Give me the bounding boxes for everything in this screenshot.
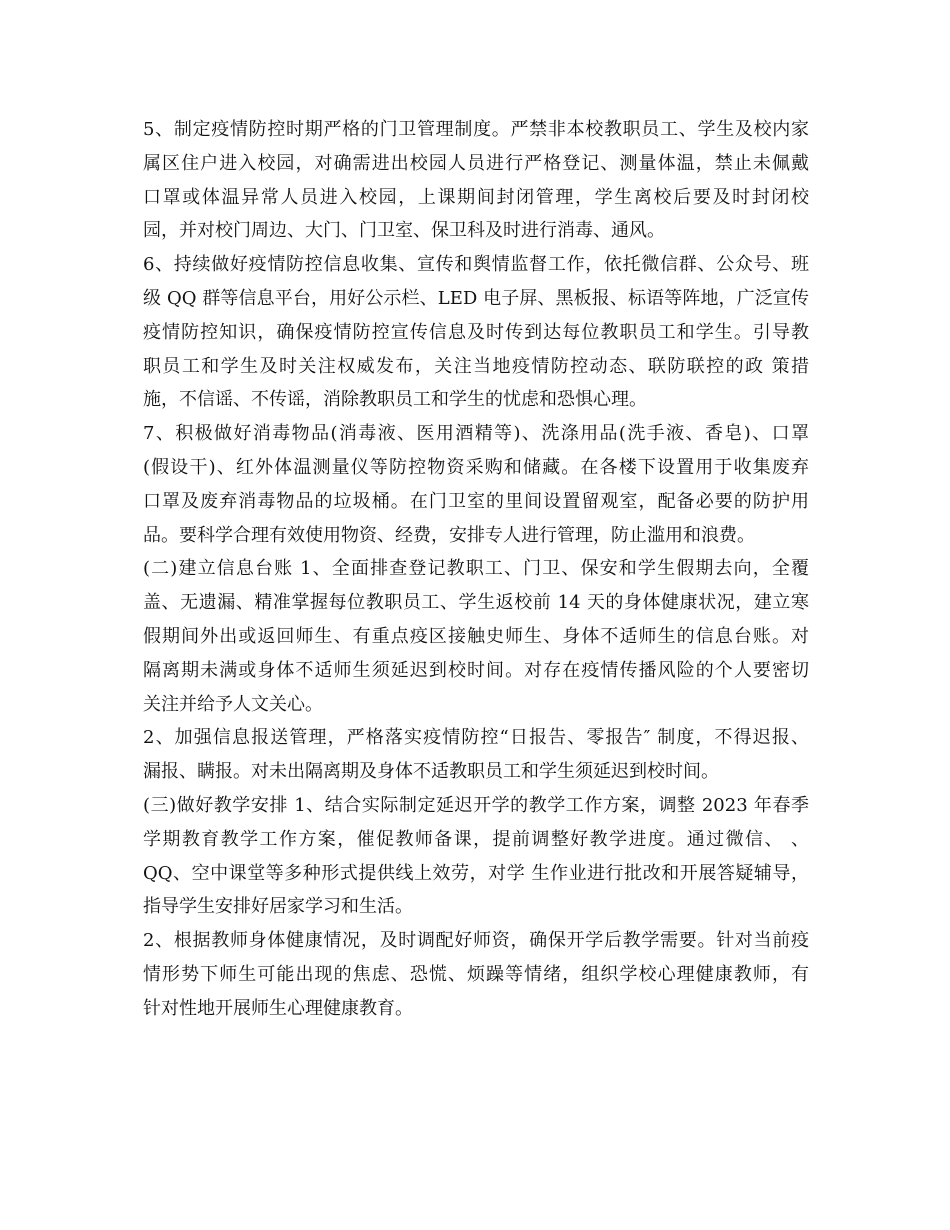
text-line: 级 QQ 群等信息平台，用好公示栏、LED 电子屏、黑板报、标语等阵地，广泛宣传 (143, 287, 809, 309)
text-line: (三)做好教学安排 1、结合实际制定延迟开学的教学工作方案，调整 2023 年春季 (143, 794, 809, 816)
text-line: 隔离期未满或身体不适师生须延迟到校时间。对存在疫情传播风险的个人要密切 (143, 659, 809, 681)
text-line: 情形势下师生可能出现的焦虑、恐慌、烦躁等情绪，组织学校心理健康教师，有 (143, 963, 809, 985)
text-line: 学期教育教学工作方案，催促教师备课，提前调整好教学进度。通过微信、 、 (143, 828, 809, 850)
text-line: 6、持续做好疫情防控信息收集、宣传和舆情监督工作，依托微信群、公众号、班 (143, 254, 809, 276)
text-line: (假设干)、红外体温测量仪等防控物资采购和储藏。在各楼下设置用于收集废弃 (143, 456, 809, 478)
text-line: 漏报、瞒报。对未出隔离期及身体不适教职员工和学生须延迟到校时间。 (143, 761, 719, 783)
text-line: 假期间外出或返回师生、有重点疫区接触史师生、身体不适师生的信息台账。对 (143, 625, 809, 647)
text-line: 口罩或体温异常人员进入校园，上课期间封闭管理，学生离校后要及时封闭校 (143, 186, 809, 208)
text-line: (二)建立信息台账 1、全面排查登记教职工、门卫、保安和学生假期去向，全覆 (143, 558, 809, 580)
text-line: 口罩及废弃消毒物品的垃圾桶。在门卫室的里间设置留观室，配备必要的防护用 (143, 490, 809, 512)
text-line: 关注并给予人文关心。 (143, 693, 323, 715)
text-line: 施，不信谣、不传谣，消除教职员工和学生的忧虑和恐惧心理。 (143, 389, 647, 411)
text-line: 属区住户进入校园，对确需进出校园人员进行严格登记、测量体温，禁止未佩戴 (143, 152, 809, 174)
text-line: 盖、无遗漏、精准掌握每位教职员工、学生返校前 14 天的身体健康状况，建立寒 (143, 592, 809, 614)
text-line: 5、制定疫情防控时期严格的门卫管理制度。严禁非本校教职员工、学生及校内家 (143, 119, 809, 140)
text-line: 职员工和学生及时关注权威发布，关注当地疫情防控动态、联防联控的政 策措 (143, 355, 809, 377)
text-line: 疫情防控知识，确保疫情防控宣传信息及时传到达每位教职员工和学生。引导教 (143, 321, 809, 343)
text-line: 2、根据教师身体健康情况，及时调配好师资，确保开学后教学需要。针对当前疫 (143, 930, 809, 952)
text-line: QQ、空中课堂等多种形式提供线上效劳，对学 生作业进行批改和开展答疑辅导， (143, 862, 809, 884)
text-line: 园，并对校门周边、大门、门卫室、保卫科及时进行消毒、通风。 (143, 220, 665, 242)
text-line: 针对性地开展师生心理健康教育。 (143, 997, 413, 1019)
text-line: 品。要科学合理有效使用物资、经费，安排专人进行管理，防止滥用和浪费。 (143, 524, 755, 546)
text-line: 7、积极做好消毒物品(消毒液、医用酒精等)、洗涤用品(洗手液、香皂)、口罩 (143, 423, 809, 445)
text-line: 2、加强信息报送管理，严格落实疫情防控“日报告、零报告″ 制度，不得迟报、 (143, 727, 809, 749)
text-line: 指导学生安排好居家学习和生活。 (143, 896, 413, 918)
document-body (143, 113, 809, 1026)
